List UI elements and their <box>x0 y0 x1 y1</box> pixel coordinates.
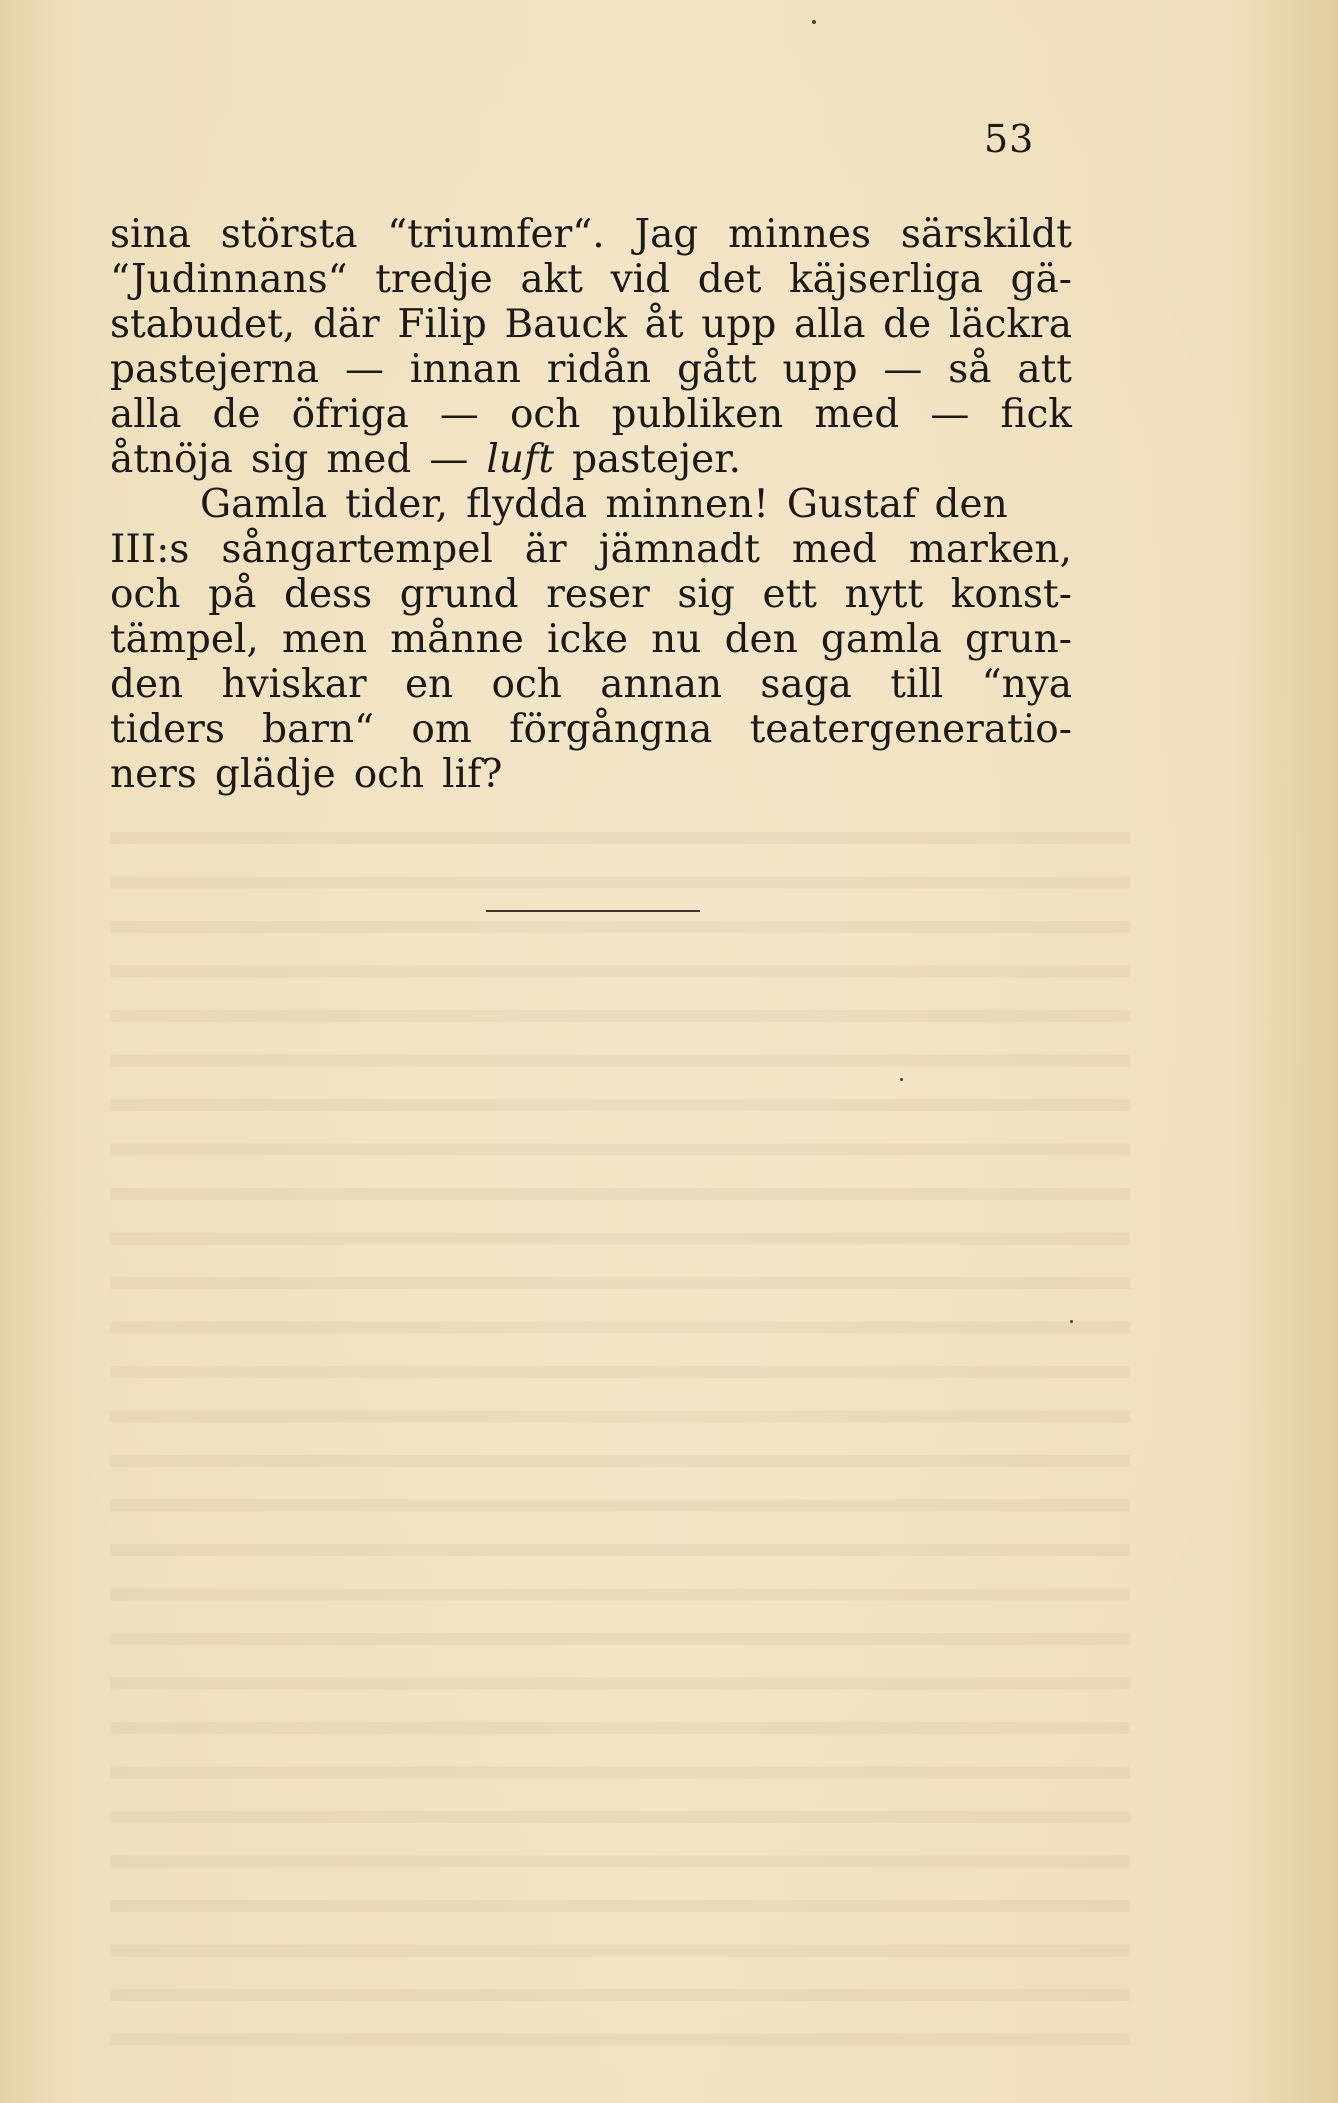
text-line: ners glädje och lif? <box>110 752 503 797</box>
text-line: III:s sångartempel är jämnadt med marken, <box>110 527 1072 572</box>
text-line: och på dess grund reser sig ett nytt konst- <box>110 572 1072 617</box>
italic-word: luft <box>486 437 555 482</box>
text-line: “Judinnans“ tredje akt vid det käjserliga gä- <box>110 257 1072 302</box>
text-line: pastejerna — innan ridån gått upp — så att <box>110 347 1072 392</box>
section-divider <box>486 910 700 912</box>
body-text <box>110 212 1072 797</box>
print-speck <box>900 1078 903 1081</box>
text-line: tämpel, men månne icke nu den gamla grun- <box>110 617 1072 662</box>
text-line: den hviskar en och annan saga till “nya <box>110 662 1072 707</box>
print-speck <box>812 20 816 24</box>
text-line: stabudet, där Filip Bauck åt upp alla de läckra <box>110 302 1072 347</box>
text-line: tiders barn“ om förgångna teatergeneratio- <box>110 707 1072 752</box>
page-number: 53 <box>984 117 1035 161</box>
text-line: sina största “triumfer“. Jag minnes särskildt <box>110 212 1072 257</box>
show-through-text <box>110 810 1130 2060</box>
print-speck <box>1070 1320 1073 1323</box>
text-line: Gamla tider, flydda minnen! Gustaf den <box>200 482 1008 527</box>
text-line: alla de öfriga — och publiken med — fick <box>110 392 1072 437</box>
text-line: åtnöja sig med — luft pastejer. <box>110 437 741 482</box>
